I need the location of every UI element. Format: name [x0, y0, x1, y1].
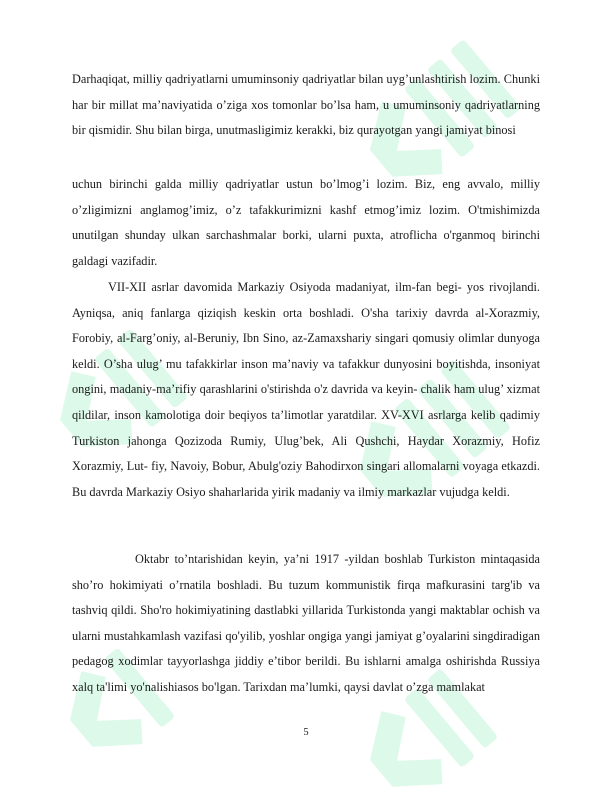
page-number: 5 — [303, 727, 309, 738]
paragraph-text: VII-XII asrlar davomida Markaziy Osiyoda madaniyat, ilm-fan begi- yos rivojlandi. Ayniqsa, aniq fanlarga qiziqish keskin orta boshladi. O'sha tarixiy davrda al-Xorazmiy, Forobiy, al-Farg’oniy, al-Beruniy, Ibn Sino, az-Zamaxshariy singari qomusiy olimlar dunyoga keldi. O’sha ulug’ mu tafakkirlar inson ma’naviy va tafakkur dunyosini boyitishda, insoniyat ongini, madaniy-ma’rifiy qarashlarini o'stirishda o'z davrida va keyin- chalik ham ulug’ xizmat qildilar, inson kamolotiga doir beqiyos ta’limotlar yaratdilar. XV-XVI asrlarga kelib qadimiy Turkiston jahonga Qozizoda Rumiy, Ulug’bek, Ali Qushchi, Haydar Xorazmiy, Hofiz Xorazmiy, Lut- fiy, Navoiy, Bobur, Abulg'oziy Bahodirxon singari allomalarni voyaga etkazdi. Bu davrda Markaziy Osiyo shaharlarida yirik madaniy va ilmiy markazlar vujudga keldi. — [72, 280, 540, 499]
paragraph-text: Darhaqiqat, milliy qadriyatlarni umuminsoniy qadriyatlar bilan uyg’unlashtirish lozim. Chunki har bir millat ma’naviyatida o’ziga xos tomonlar bo’lsa ham, u umuminsoniy qadriyatlarning bir qismidir. Shu bilan birga, unutmasligimiz kerakki, biz qurayotgan yangi jamiyat binosi — [72, 72, 540, 138]
paragraph-text: uchun birinchi galda milliy qadriyatlar ustun bo’lmog’i lozim. Biz, eng avvalo, milliy o’zligimizni anglamog’imiz, o’z tafakkurimizni kashf etmog’imiz lozim. O'tmishimizda unutilgan shunday ulkan sarchashmalar borki, ularni puxta, atroflicha o'rganmoq birinchi galdagi vazifadir. — [72, 177, 540, 268]
paragraph-2 — [72, 172, 540, 274]
paragraph-3 — [72, 275, 540, 505]
paragraph-1 — [72, 67, 540, 144]
paragraph-text: Oktabr to’ntarishidan keyin, ya’ni 1917 -yildan boshlab Turkiston mintaqasida sho’ro hokimiyati o’rnatila boshladi. Bu tuzum kommunistik firqa mafkurasini targ'ib va tashviq qildi. Sho'ro hokimiyatining dastlabki yillarida Turkistonda yangi maktablar ochish va ularni mustahkamlash vazifasi qo'yilib, yoshlar ongiga yangi jamiyat g’oyalarini singdiradigan pedagog xodimlar tayyorlashga jiddiy e’tibor berildi. Bu ishlarni amalga oshirishda Russiya xalq ta'limi yo'nalishiasos bo'lgan. Tarixdan ma’lumki, qaysi davlat o’zga mamlakat — [72, 552, 540, 694]
paragraph-4 — [72, 547, 540, 701]
